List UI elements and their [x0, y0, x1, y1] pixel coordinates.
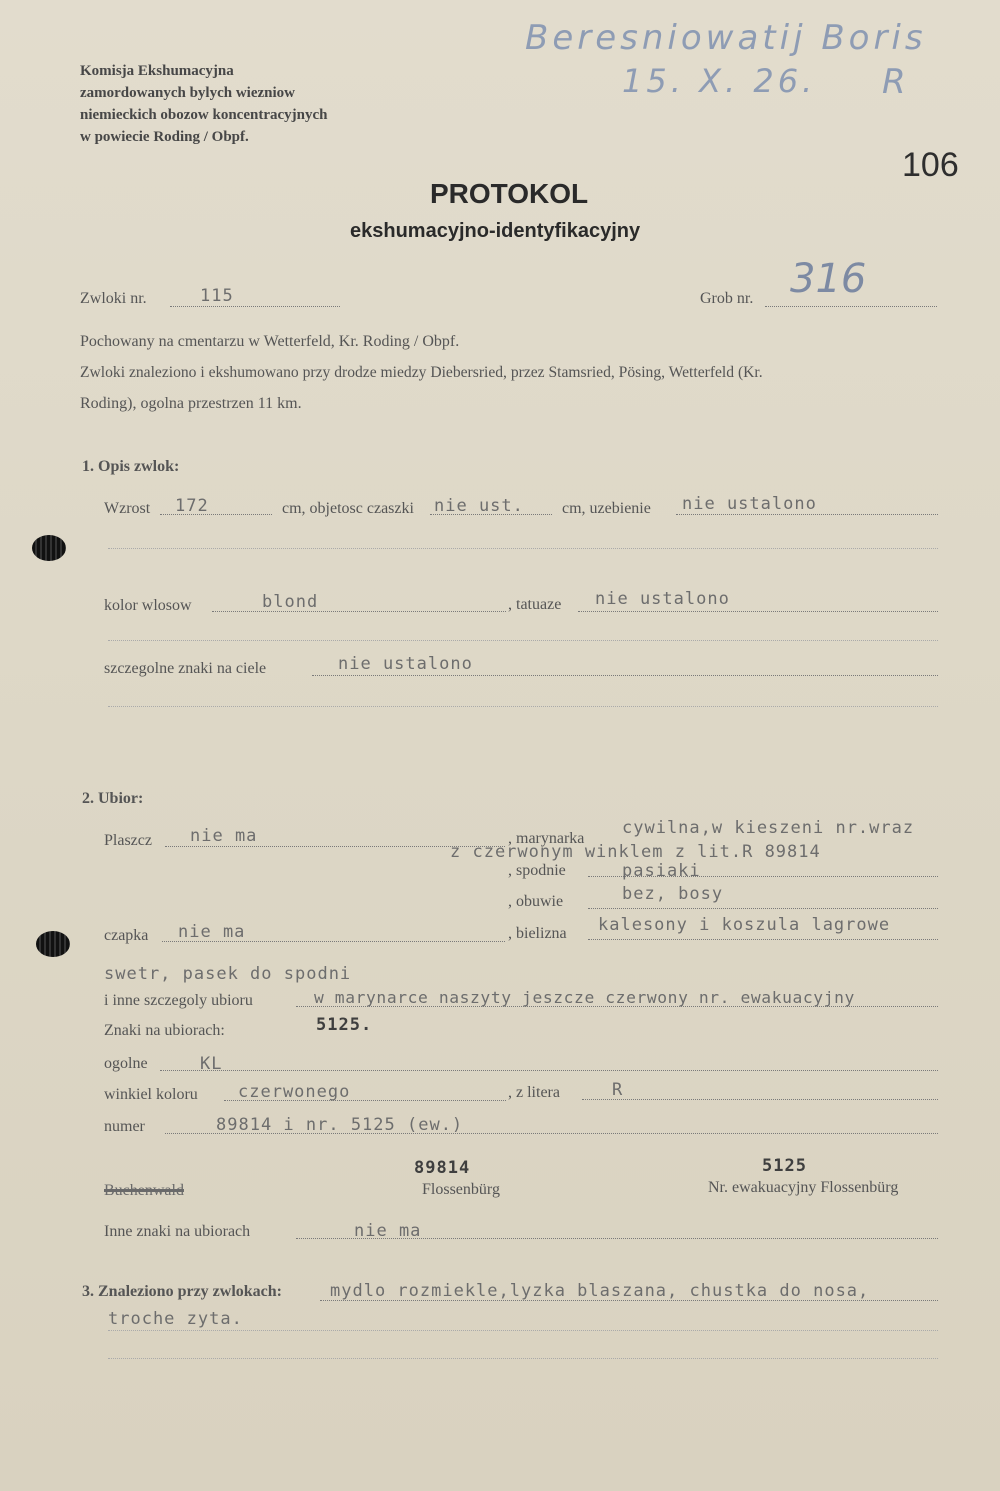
tatuaze-line	[578, 611, 938, 612]
czaszka-value: nie ust.	[434, 496, 524, 516]
uzebienie-label: cm, uzebienie	[562, 500, 651, 517]
handwritten-letter: R	[882, 62, 906, 102]
blank-line	[108, 706, 938, 707]
grob-line	[765, 306, 937, 307]
winkiel-label: winkiel koloru	[104, 1086, 198, 1103]
section-2-heading: 2. Ubior:	[82, 790, 144, 807]
org-line: Komisja Ekshumacyjna	[80, 63, 234, 79]
numer-label: numer	[104, 1118, 145, 1135]
blank-line	[108, 548, 938, 549]
section-1-heading: 1. Opis zwlok:	[82, 458, 180, 475]
litera-label: , z litera	[508, 1084, 560, 1101]
wzrost-label: Wzrost	[104, 500, 151, 517]
winkiel-value: czerwonego	[238, 1082, 351, 1102]
sweter-value: swetr, pasek do spodni	[104, 964, 352, 984]
organization-header	[80, 60, 327, 148]
czaszka-label: cm, objetosc czaszki	[282, 500, 414, 517]
document-subtitle: ekshumacyjno-identyfikacyjny	[350, 220, 641, 242]
bielizna-value: kalesony i koszula lagrowe	[598, 915, 891, 935]
inne-znaki-label: Inne znaki na ubiorach	[104, 1223, 251, 1240]
znaki-ciele-line	[312, 675, 938, 676]
handwritten-date: 15. X. 26.	[622, 62, 817, 100]
ogolne-label: ogolne	[104, 1055, 148, 1072]
bielizna-line	[588, 939, 938, 940]
section-3-heading: 3. Znaleziono przy zwlokach:	[82, 1283, 282, 1300]
grob-value: 316	[790, 256, 867, 302]
org-line: zamordowanych bylych wiezniow	[80, 85, 295, 101]
tatuaze-label: , tatuaze	[508, 596, 562, 613]
znaki-ciele-value: nie ustalono	[338, 654, 473, 674]
ogolne-line	[160, 1070, 938, 1071]
evac-number: 5125	[762, 1156, 807, 1176]
marynarka-value-2: z czerwonym winklem z lit.R 89814	[450, 842, 821, 862]
znaki-ubiorach-value: 5125.	[316, 1015, 373, 1035]
intro-line-2: Zwloki znaleziono i ekshumowano przy drodze miedzy Diebersried, przez Stamsried, Pösing, Wetterfeld (Kr.	[80, 364, 763, 381]
punch-hole-top	[32, 535, 66, 561]
litera-value: R	[612, 1080, 624, 1100]
litera-line	[582, 1099, 938, 1100]
uzebienie-line	[676, 514, 938, 515]
zwloki-line	[170, 306, 340, 307]
ogolne-value: KL	[200, 1054, 223, 1074]
evac-label: Nr. ewakuacyjny Flossenbürg	[708, 1179, 899, 1196]
uzebienie-value: nie ustalono	[682, 494, 817, 514]
plaszcz-label: Plaszcz	[104, 832, 152, 849]
zwloki-value: 115	[200, 286, 234, 306]
wlosy-label: kolor wlosow	[104, 597, 192, 614]
section-3-value-1: mydlo rozmiekle,lyzka blaszana, chustka do nosa,	[330, 1281, 870, 1301]
punch-hole-bottom	[36, 931, 70, 957]
camp-buchenwald-struck: Buchenwald	[104, 1182, 184, 1199]
marynarka-label: , marynarka	[508, 830, 585, 847]
org-line: niemieckich obozow koncentracyjnych	[80, 107, 328, 123]
wzrost-value: 172	[175, 496, 209, 516]
znaki-ciele-label: szczegolne znaki na ciele	[104, 660, 267, 677]
camp-flossenburg-name: Flossenbürg	[422, 1181, 500, 1198]
czapka-value: nie ma	[178, 922, 246, 942]
page-number: 106	[902, 146, 959, 184]
document-title: PROTOKOL	[430, 178, 589, 209]
znaki-ubiorach-label: Znaki na ubiorach:	[104, 1022, 225, 1039]
spodnie-label: , spodnie	[508, 862, 566, 879]
inne-szczegoly-label: i inne szczegoly ubioru	[104, 992, 253, 1009]
numer-value: 89814 i nr. 5125 (ew.)	[216, 1115, 464, 1135]
handwritten-name: Beresniowatij Boris	[525, 18, 927, 58]
marynarka-value-1: cywilna,w kieszeni nr.wraz	[622, 818, 915, 838]
wlosy-line	[212, 611, 506, 612]
inne-znaki-value: nie ma	[354, 1221, 422, 1241]
obuwie-label: , obuwie	[508, 893, 564, 910]
org-line: w powiecie Roding / Obpf.	[80, 129, 249, 145]
wlosy-value: blond	[262, 592, 319, 612]
obuwie-value: bez, bosy	[622, 884, 724, 904]
spodnie-value: pasiaki	[622, 861, 701, 881]
grob-label: Grob nr.	[700, 290, 754, 307]
inne-szczegoly-value: w marynarce naszyty jeszcze czerwony nr. ewakuacyjny	[314, 988, 855, 1007]
plaszcz-value: nie ma	[190, 826, 258, 846]
blank-line	[108, 1330, 938, 1331]
intro-line-1: Pochowany na cmentarzu w Wetterfeld, Kr. Roding / Obpf.	[80, 333, 460, 350]
section-3-value-2: troche zyta.	[108, 1309, 243, 1329]
blank-line	[108, 1358, 938, 1359]
intro-line-3: Roding), ogolna przestrzen 11 km.	[80, 395, 302, 412]
czapka-label: czapka	[104, 927, 149, 944]
tatuaze-value: nie ustalono	[595, 589, 730, 609]
blank-line	[108, 640, 938, 641]
zwloki-label: Zwloki nr.	[80, 290, 147, 307]
bielizna-label: , bielizna	[508, 925, 567, 942]
obuwie-line	[588, 908, 938, 909]
camp-flossenburg-number: 89814	[414, 1158, 471, 1178]
